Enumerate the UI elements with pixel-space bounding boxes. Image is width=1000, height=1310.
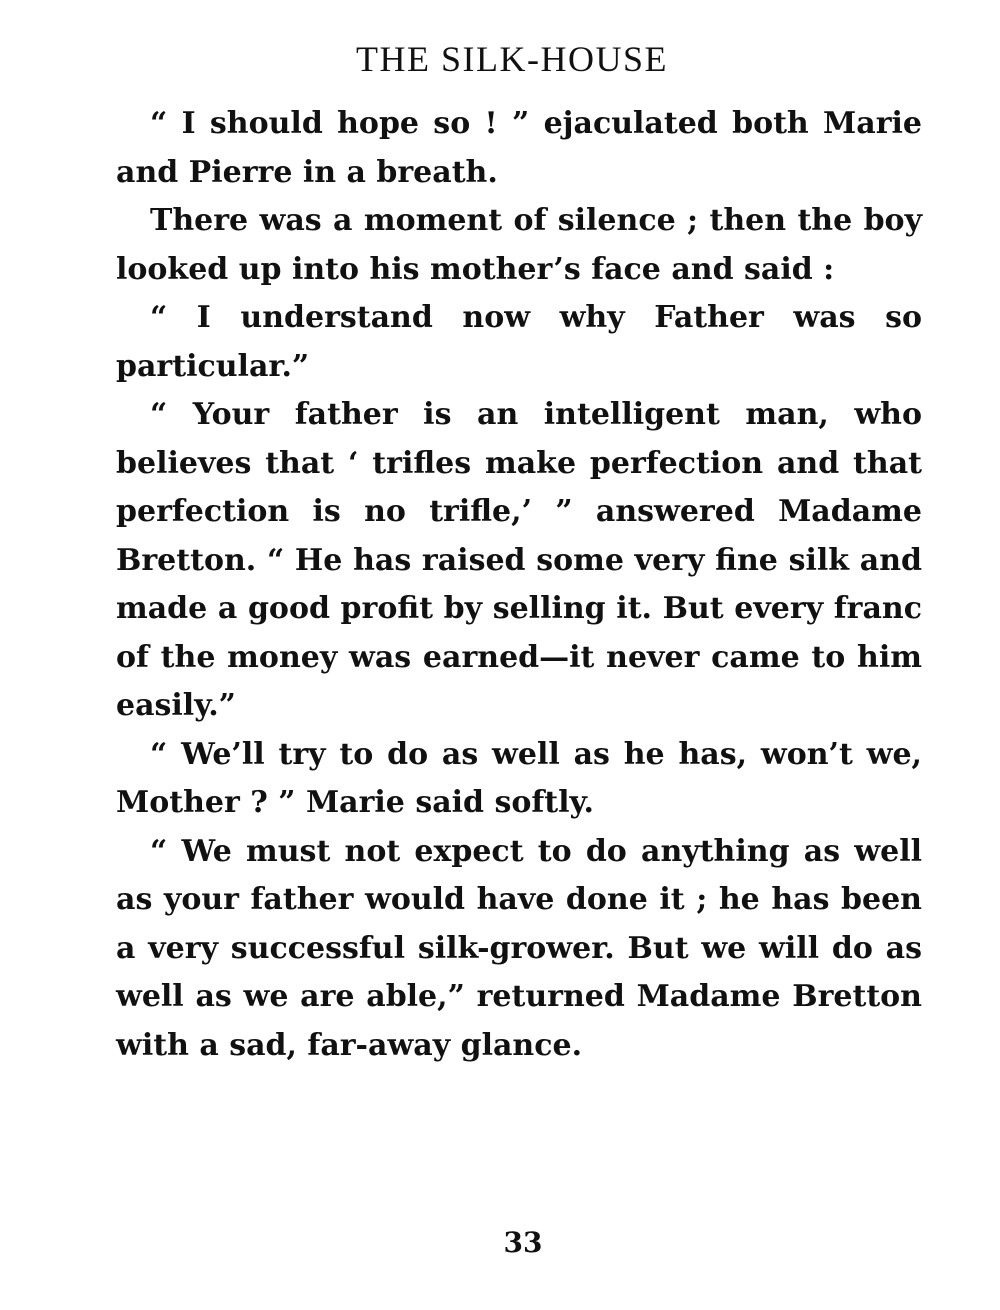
paragraph: “ I should hope so ! ” ejaculated both Marie and Pierre in a breath. [116, 106, 922, 190]
page-number: 33 [503, 1226, 543, 1259]
body-text [116, 100, 922, 1070]
paragraph: “ I understand now why Father was so particular.” [116, 300, 922, 384]
paragraph: “ We must not expect to do anything as well as your father would have done it ; he has been a very successful silk-grower. But we will do as well as we are able,” returned Madame Bretton with a sad, far-away glance. [116, 833, 922, 1063]
running-head: THE SILK-HOUSE [356, 39, 668, 79]
paragraph: “ We’ll try to do as well as he has, won’t we, Mother ? ” Marie said softly. [116, 736, 922, 820]
paragraph: “ Your father is an intelligent man, who believes that ‘ trifles make perfection and that perfection is no trifle,’ ” answered Madame Bretton. “ He has raised some very fine silk and made a good profit by selling it. But every franc of the money was earned—it never came to him easily.” [116, 397, 922, 723]
paragraph: There was a moment of silence ; then the boy looked up into his mother’s face and said : [116, 203, 922, 287]
